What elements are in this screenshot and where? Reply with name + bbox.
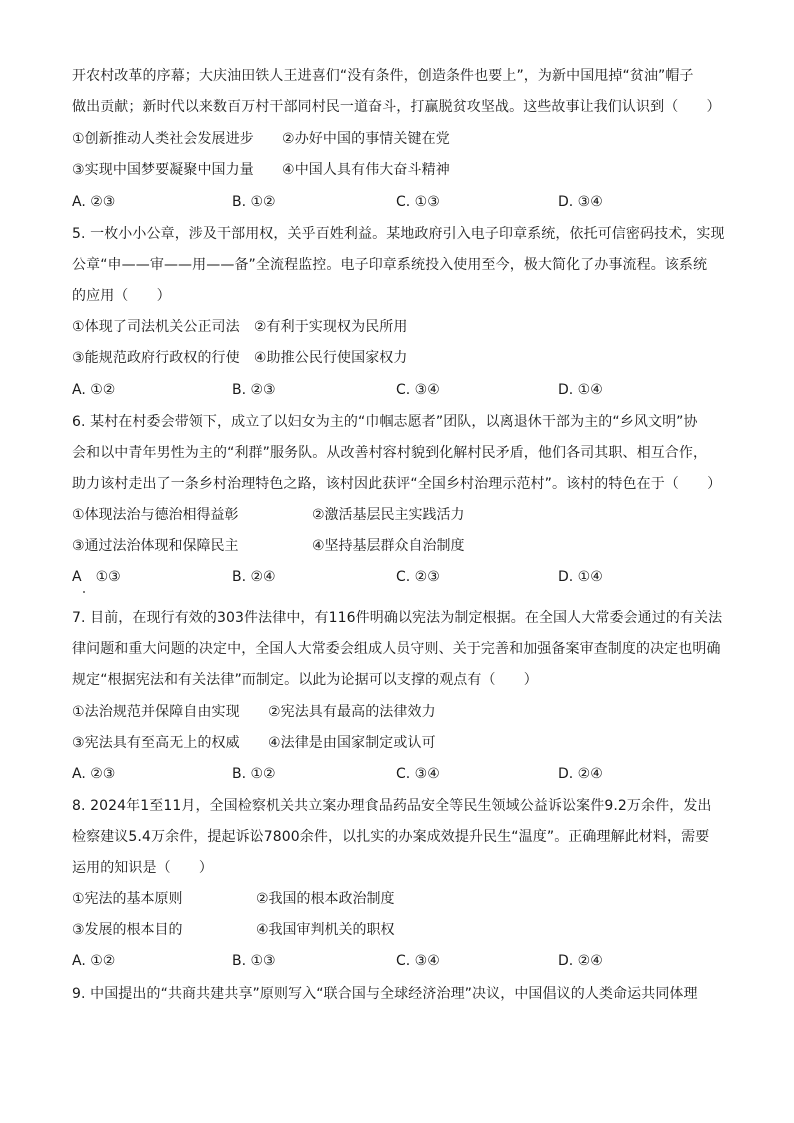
question-5-statement-line-1: ①体现了司法机关公正司法 ②有利于实现权为民所用 bbox=[72, 319, 408, 335]
question-7-option-c: C. ③④ bbox=[396, 766, 440, 782]
question-6-statement-1: ①体现法治与德治相得益彰 bbox=[72, 507, 239, 523]
question-8-option-a: A. ①② bbox=[72, 953, 116, 969]
question-5-option-b: B. ②③ bbox=[232, 382, 276, 398]
question-6-option-c: C. ②③ bbox=[396, 569, 440, 585]
question-6-option-b: B. ②④ bbox=[232, 569, 276, 585]
question-4-option-d: D. ③④ bbox=[558, 194, 603, 210]
question-8-text-line-2: 检察建议5.4万余件，提起诉讼7800余件，以扎实的办案成效提升民生“温度”。正确理解此材料，需要 bbox=[72, 829, 710, 845]
question-6-statement-3: ③通过法治体现和保障民主 bbox=[72, 538, 239, 554]
question-6-option-a: A ①③ bbox=[72, 569, 121, 585]
question-6-text-line-1: 6. 某村在村委会带领下，成立了以妇女为主的“巾帼志愿者”团队，以离退休干部为主的“乡风文明”协 bbox=[72, 414, 698, 430]
question-7-statement-line-1: ①法治规范并保障自由实现 ②宪法具有最高的法律效力 bbox=[72, 704, 436, 720]
question-5-option-d: D. ①④ bbox=[558, 382, 603, 398]
question-6-text-line-2: 会和以中青年男性为主的“利群”服务队。从改善村容村貌到化解村民矛盾，他们各司其职、相互合作， bbox=[72, 445, 708, 461]
question-5-text-line-2: 公章“申——审——用——备”全流程监控。电子印章系统投入使用至今，极大简化了办事流程。该系统 bbox=[72, 257, 708, 273]
question-5-option-c: C. ③④ bbox=[396, 382, 440, 398]
question-5-statement-line-2: ③能规范政府行政权的行使 ④助推公民行使国家权力 bbox=[72, 350, 408, 366]
question-6-text-line-3: 助力该村走出了一条乡村治理特色之路，该村因此获评“全国乡村治理示范村”。该村的特色在于（ ） bbox=[72, 476, 722, 492]
question-7-text-line-1: 7. 目前，在现行有效的303件法律中，有116件明确以宪法为制定根据。在全国人大常委会通过的有关法 bbox=[72, 610, 723, 626]
question-7-option-b: B. ①② bbox=[232, 766, 276, 782]
question-7-text-line-3: 规定“根据宪法和有关法律”而制定。以此为论据可以支撑的观点有（ ） bbox=[72, 672, 538, 688]
question-7-text-line-2: 律问题和重大问题的决定中，全国人大常委会组成人员守则、关于完善和加强备案审查制度的决定也明确 bbox=[72, 641, 721, 657]
question-4-statement-line-1: ①创新推动人类社会发展进步 ②办好中国的事情关键在党 bbox=[72, 131, 450, 147]
question-6-statement-4: ④坚持基层群众自治制度 bbox=[312, 538, 465, 554]
question-9-text-line-1: 9. 中国提出的“共商共建共享”原则写入“联合国与全球经济治理”决议，中国倡议的人类命运共同体理 bbox=[72, 986, 698, 1002]
question-7-statement-line-2: ③宪法具有至高无上的权威 ④法律是由国家制定或认可 bbox=[72, 735, 436, 751]
question-5-text-line-3: 的应用（ ） bbox=[72, 288, 171, 304]
question-7-option-a: A. ②③ bbox=[72, 766, 116, 782]
question-8-statement-3: ③发展的根本目的 bbox=[72, 922, 183, 938]
question-4-option-c: C. ①③ bbox=[396, 194, 440, 210]
question-4-option-a: A. ②③ bbox=[72, 194, 116, 210]
question-8-option-b: B. ①③ bbox=[232, 953, 276, 969]
question-8-statement-4: ④我国审判机关的职权 bbox=[256, 922, 395, 938]
question-4-statement-line-2: ③实现中国梦要凝聚中国力量 ④中国人具有伟大奋斗精神 bbox=[72, 162, 450, 178]
question-8-text-line-1: 8. 2024年1至11月，全国检察机关共立案办理食品药品安全等民生领域公益诉讼案件9.2万余件，发出 bbox=[72, 798, 712, 814]
question-6-statement-2: ②激活基层民主实践活力 bbox=[312, 507, 465, 523]
question-5-text-line-1: 5. 一枚小小公章，涉及干部用权，关乎百姓利益。某地政府引入电子印章系统，依托可信密码技术，实现 bbox=[72, 226, 725, 242]
question-8-statement-1: ①宪法的基本原则 bbox=[72, 891, 183, 907]
question-4-text-line-2: 做出贡献；新时代以来数百万村干部同村民一道奋斗，打赢脱贫攻坚战。这些故事让我们认识到（ ） bbox=[72, 99, 721, 115]
question-4-option-b: B. ①② bbox=[232, 194, 276, 210]
question-6-option-d: D. ①④ bbox=[558, 569, 603, 585]
question-8-option-c: C. ③④ bbox=[396, 953, 440, 969]
question-8-text-line-3: 运用的知识是（ ） bbox=[72, 860, 213, 876]
question-7-option-d: D. ②④ bbox=[558, 766, 603, 782]
question-5-option-a: A. ①② bbox=[72, 382, 116, 398]
question-8-option-d: D. ②④ bbox=[558, 953, 603, 969]
question-4-text-line-1: 开农村改革的序幕；大庆油田铁人王进喜们“没有条件，创造条件也要上”，为新中国甩掉“贫油”帽子 bbox=[72, 68, 694, 84]
stray-dot-mark bbox=[83, 591, 85, 593]
question-8-statement-2: ②我国的根本政治制度 bbox=[256, 891, 395, 907]
